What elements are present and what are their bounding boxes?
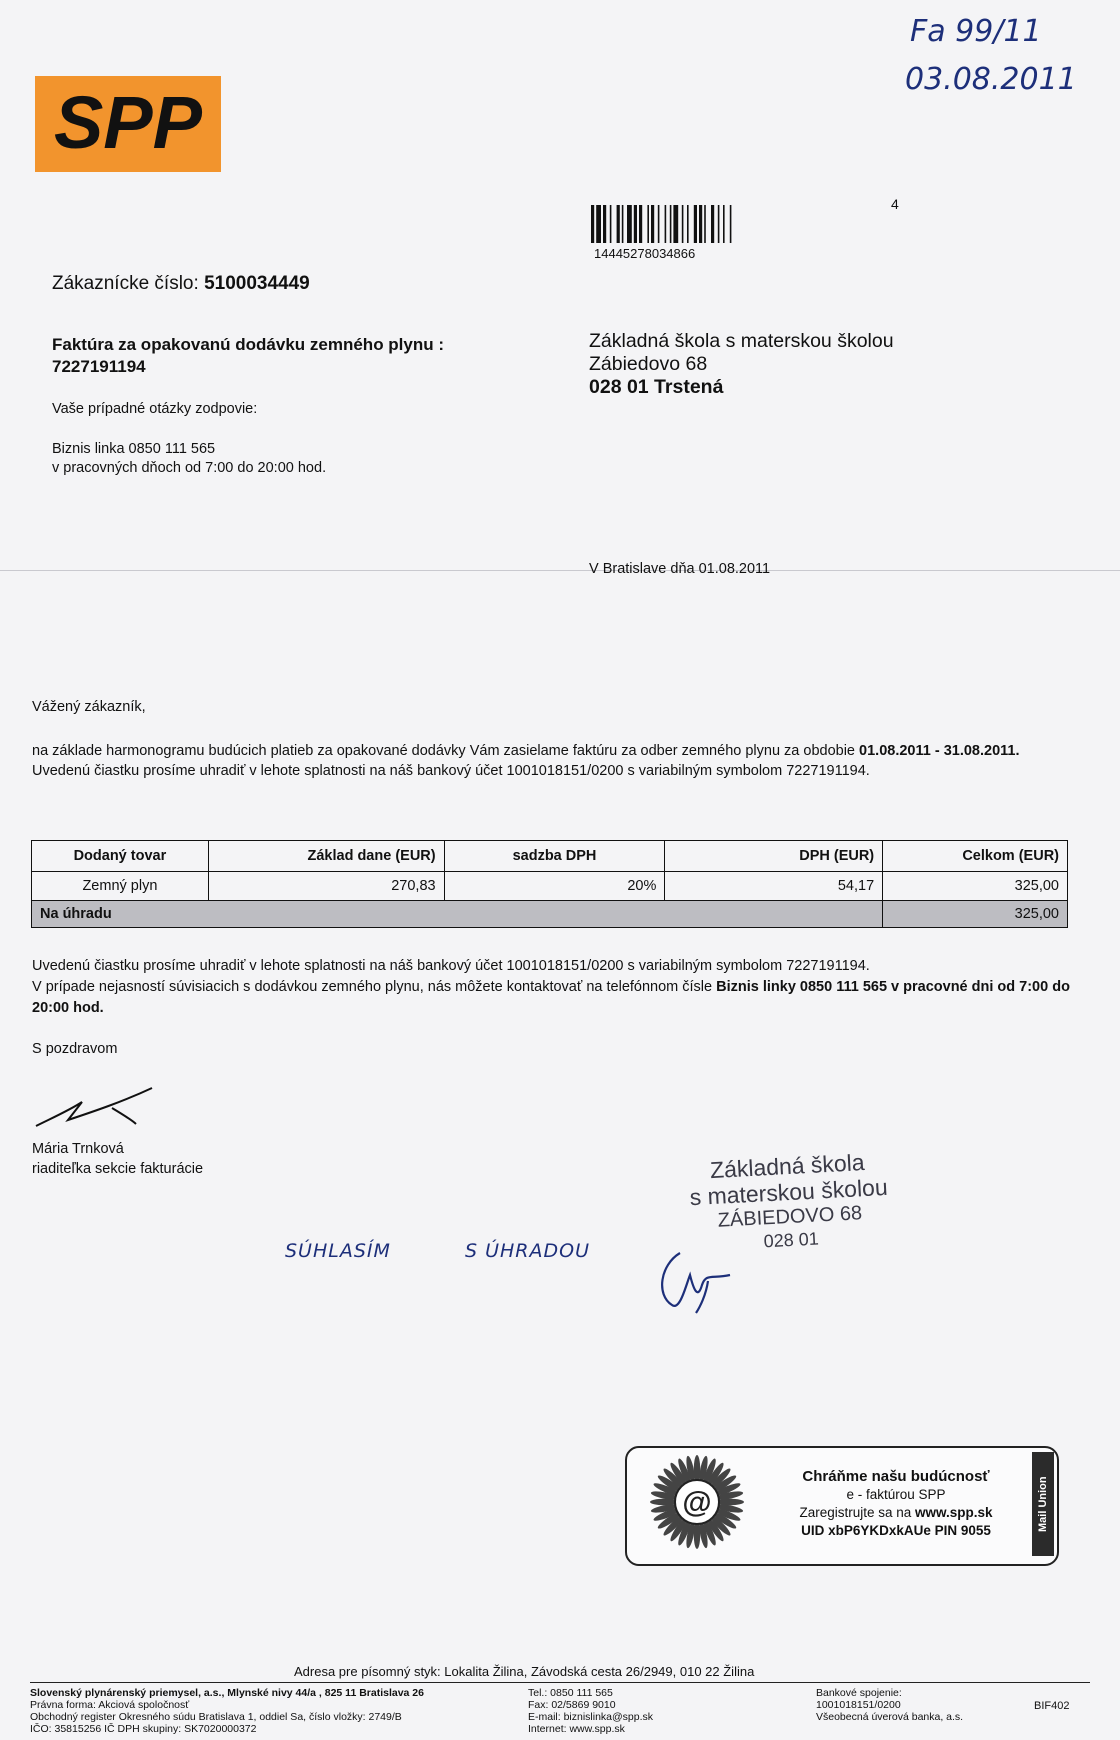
signer-name: Mária Trnková [32,1141,124,1157]
stamp-line: ZÁBIEDOVO 68 [717,1202,863,1232]
business-line-hours: v pracovných dňoch od 7:00 do 20:00 hod. [52,460,327,476]
customer-number-label: Zákaznícke číslo: [52,273,199,294]
business-line-info [52,440,326,478]
footer-divider [30,1682,1090,1683]
footer-bank [816,1687,963,1723]
footer-code: BIF402 [1034,1700,1070,1712]
total-value: 325,00 [883,901,1068,928]
invoice-table [31,840,1068,928]
recipient-street: Zábiedovo 68 [589,353,708,375]
letter-paragraph-2 [32,956,1082,1019]
contact-text: V prípade nejasností súvisiacich s dodávkou zemného plynu, nás môžete kontaktovať na telefónnom čísle [32,979,717,995]
footer-line: Právna forma: Akciová spoločnosť [30,1699,190,1711]
stamp-line: s materskou školou [689,1173,889,1211]
handwritten-date: 03.08.2011 [905,62,1077,97]
customer-number [52,273,310,295]
table-total-row [32,901,1068,928]
signer-title: riaditeľka sekcie fakturácie [32,1161,204,1177]
handwritten-approval: SÚHLASÍM [285,1240,391,1262]
table-cell: 325,00 [883,872,1068,901]
email-flower-icon [646,1452,748,1552]
spp-logo-text: SPP [53,81,203,164]
footer-line: Obchodný register Okresného súdu Bratislava 1, oddiel Sa, číslo vložky: 2749/B [30,1711,402,1723]
invoice-title [52,334,444,378]
footer-line: E-mail: biznislinka@spp.sk [528,1711,654,1723]
stamp-signature [650,1245,735,1315]
promo-text [780,1468,1012,1540]
business-line-phone: Biznis linka 0850 111 565 [52,441,216,457]
promo-title: Chráňme našu budúcnosť [802,1468,990,1485]
footer-line: IČO: 35815256 IČ DPH skupiny: SK7020000372 [30,1723,257,1735]
contact-hours: Biznis linky 0850 111 565 v pracovné dni od 7:00 do 20:00 hod. [32,979,1070,1016]
footer-company [30,1687,424,1735]
footer-line: Tel.: 0850 111 565 [528,1687,613,1699]
table-cell: 20% [444,872,665,901]
promo-register: Zaregistrujte sa na www.spp.sk [799,1505,993,1520]
promo-link[interactable]: www.spp.sk [915,1505,993,1520]
billing-period: 01.08.2011 - 31.08.2011. [859,743,1020,759]
paragraph-1-text: na základe harmonogramu budúcich platieb za opakované dodávky Vám zasielame faktúru za odber zemného plynu za obdobie [32,743,860,759]
page-number: 4 [891,196,899,212]
footer-line: Slovenský plynárenský priemysel, a.s., Mlynské nivy 44/a , 825 11 Bratislava 26 [30,1687,424,1699]
spp-logo [35,76,221,172]
footer-line: Fax: 02/5869 9010 [528,1699,616,1711]
customer-number-value: 5100034449 [204,273,310,294]
table-row [32,872,1068,901]
recipient-name: Základná škola s materskou školou [589,330,894,352]
questions-note: Vaše prípadné otázky zodpovie: [52,401,258,417]
greeting: Vážený zákazník, [32,699,146,715]
recipient-address [589,330,894,399]
payment-instruction: Uvedenú čiastku prosíme uhradiť v lehote splatnosti na náš bankový účet 1001018151/0200 s variabilným symbolom 7227191194. [32,763,870,779]
table-header: Dodaný tovar [32,841,209,872]
correspondence-address: Adresa pre písomný styk: Lokalita Žilina, Závodská cesta 26/2949, 010 22 Žilina [294,1664,755,1679]
signature [32,1084,162,1132]
regards: S pozdravom [32,1041,118,1057]
handwritten-ref: Fa 99/11 [910,14,1042,49]
table-header-row [32,841,1068,872]
barcode-number: 14445278034866 [594,246,696,261]
table-cell: 270,83 [208,872,444,901]
table-cell: 54,17 [665,872,883,901]
invoice-number: 7227191194 [52,357,146,376]
fold-line [0,570,1120,571]
footer-line: Bankové spojenie: [816,1687,902,1699]
payment-instruction-repeat: Uvedenú čiastku prosíme uhradiť v lehote splatnosti na náš bankový účet 1001018151/0200 s variabilným symbolom 7227191194. [32,958,870,974]
mail-union-badge: Mail Union [1032,1452,1054,1556]
table-header: Celkom (EUR) [883,841,1068,872]
letter-paragraph-1 [32,741,1082,781]
footer-line: 1001018151/0200 [816,1699,901,1711]
stamp-line: Základná škola [709,1149,866,1184]
promo-credentials: UID xbP6YKDxkAUe PIN 9055 [801,1523,991,1538]
footer-line: Internet: www.spp.sk [528,1723,625,1735]
signer [32,1139,203,1179]
table-header: Základ dane (EUR) [208,841,444,872]
handwritten-approval: S ÚHRADOU [465,1240,590,1262]
total-label: Na úhradu [32,901,883,928]
stamp-line: 028 01 [763,1228,820,1252]
at-symbol-icon: @ [682,1486,712,1519]
recipient-city: 028 01 Trstená [589,376,724,398]
table-cell: Zemný plyn [32,872,209,901]
promo-subtitle: e - faktúrou SPP [846,1487,946,1502]
table-header: sadzba DPH [444,841,665,872]
invoice-title-text: Faktúra za opakovanú dodávku zemného plynu : [52,335,445,354]
barcode [591,205,807,243]
place-date: V Bratislave dňa 01.08.2011 [589,561,771,577]
footer-line: Všeobecná úverová banka, a.s. [816,1711,964,1723]
table-header: DPH (EUR) [665,841,883,872]
footer-contact [528,1687,653,1735]
